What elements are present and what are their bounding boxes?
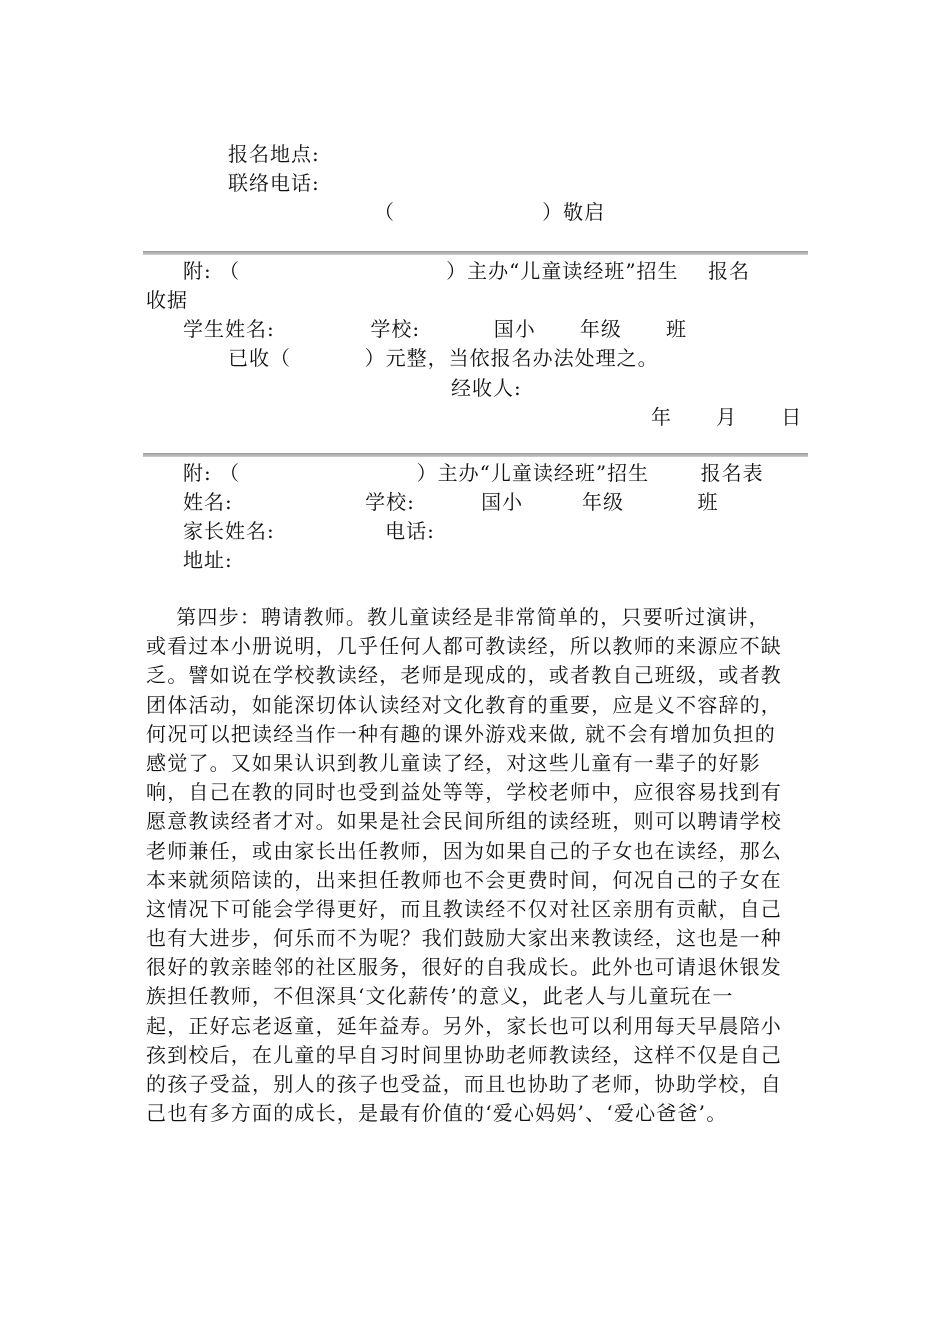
form-name-row: 姓名: 学校: 国小 年级 班 [183, 490, 719, 514]
paragraph-line: 孩到校后，在儿童的早自习时间里协助老师教读经，这样不仅是自己 [146, 1042, 782, 1067]
phone-label: 联络电话: [228, 171, 320, 195]
paragraph-line: 也有大进步，何乐而不为呢？我们鼓励大家出来教读经，这也是一种 [146, 926, 782, 951]
paragraph-line: 这情况下可能会学得更好，而且教读经不仅对社区亲朋有贡献，自己 [146, 896, 782, 921]
paragraph-line: 族担任教师，不但深具‘文化薪传’的意义，此老人与儿童玩在一 [146, 984, 734, 1009]
paragraph-line: 感觉了。又如果认识到教儿童读了经，对这些儿童有一辈子的好影 [146, 750, 761, 775]
form-address-row: 地址: [183, 548, 233, 572]
paragraph-line: 或看过本小册说明，几乎任何人都可教读经，所以教师的来源应不缺 [146, 634, 782, 659]
paragraph-line: 团体活动，如能深切体认读经对文化教育的重要，应是义不容辞的， [146, 692, 782, 717]
paragraph-line: 老师兼任，或由家长出任教师，因为如果自己的子女也在读经，那么 [146, 838, 782, 863]
receipt-title: 附: （ ）主办“儿童读经班”招生 报名 [183, 259, 750, 283]
receipt-receiver: 经收人: [451, 376, 522, 400]
receipt-received-row: 已收（ ）元整，当依报名办法处理之。 [228, 346, 659, 370]
paragraph-line: 起，正好忘老返童，延年益寿。另外，家长也可以利用每天早晨陪小 [146, 1013, 782, 1038]
receipt-student-row: 学生姓名: 学校: 国小 年级 班 [183, 317, 687, 341]
paragraph-line: 第四步：聘请教师。教儿童读经是非常简单的，只要听过演讲， [146, 605, 770, 629]
paragraph-line: 愿意教读经者才对。如果是社会民间所组的读经班，则可以聘请学校 [146, 809, 782, 834]
location-label: 报名地点: [228, 142, 320, 166]
paragraph-line: 本来就须陪读的，出来担任教师也不会更费时间，何况自己的子女在 [146, 867, 782, 892]
paragraph-line: 很好的敦亲睦邻的社区服务，很好的自我成长。此外也可请退休银发 [146, 955, 782, 980]
divider-middle [143, 453, 808, 457]
signoff-line: （ ）敬启 [374, 200, 606, 224]
receipt-title-continued: 收据 [146, 288, 188, 312]
form-parent-row: 家长姓名: 电话: [183, 519, 435, 543]
paragraph-line: 己也有多方面的成长，是最有价值的‘爱心妈妈’、‘爱心爸爸’。 [146, 1101, 728, 1126]
paragraph-line: 乏。譬如说在学校教读经，老师是现成的，或者教自己班级，或者教 [146, 663, 782, 688]
form-title: 附: （ ）主办“儿童读经班”招生 报名表 [183, 461, 764, 485]
paragraph-line: 响，自己在教的同时也受到益处等等，学校老师中，应很容易找到有 [146, 780, 782, 805]
paragraph-line: 的孩子受益，别人的孩子也受益，而且也协助了老师，协助学校，自 [146, 1072, 782, 1096]
body-paragraph [146, 603, 810, 1128]
paragraph-line: 何况可以把读经当作一种有趣的课外游戏来做, 就不会有增加负担的 [146, 721, 776, 746]
receipt-date: 年 月 日 [651, 405, 803, 429]
divider-top [143, 251, 808, 255]
